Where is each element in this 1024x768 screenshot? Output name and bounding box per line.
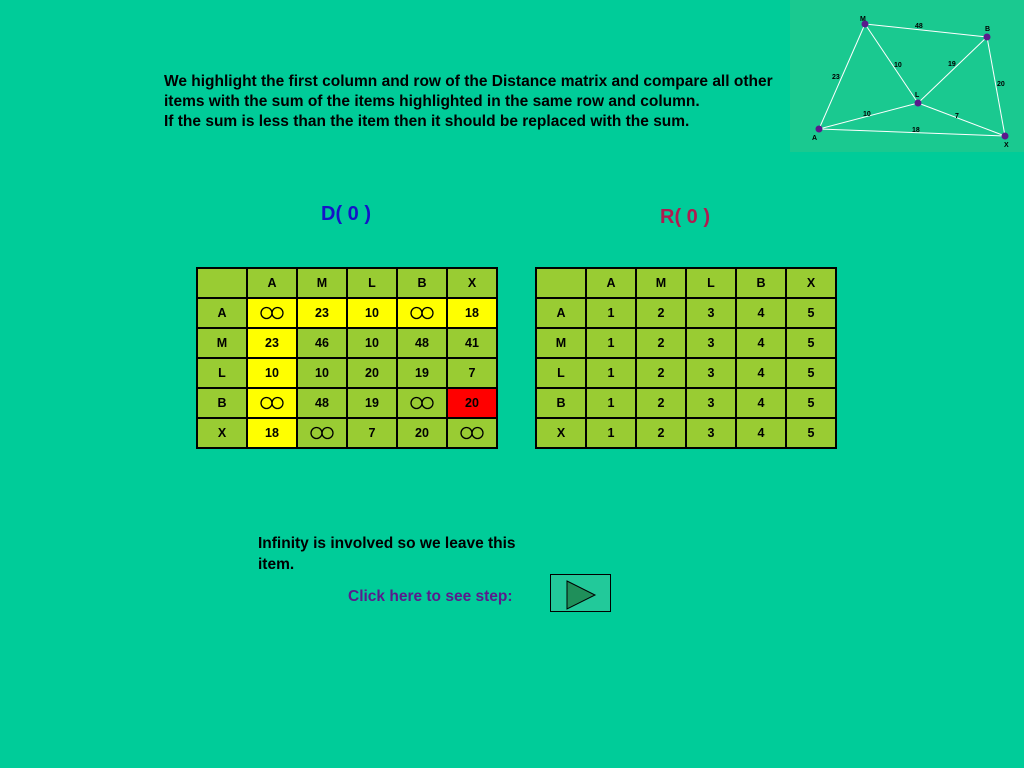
matrix-cell: 3	[686, 418, 736, 448]
step-prompt-label: Click here to see step:	[348, 588, 513, 605]
column-header: B	[736, 268, 786, 298]
row-header: M	[197, 328, 247, 358]
node-label-m: M	[860, 16, 866, 23]
matrix-cell	[247, 298, 297, 328]
matrix-cell: 3	[686, 358, 736, 388]
matrix-cell: 4	[736, 298, 786, 328]
matrix-cell	[297, 418, 347, 448]
node-x	[1002, 133, 1009, 140]
graph-nodes	[816, 21, 1009, 140]
column-header: A	[586, 268, 636, 298]
edge-weight-m-b: 48	[915, 23, 923, 30]
matrix-cell: 19	[397, 358, 447, 388]
matrix-cell: 41	[447, 328, 497, 358]
matrix-cell: 10	[347, 298, 397, 328]
row-header: B	[197, 388, 247, 418]
row-header: X	[536, 418, 586, 448]
next-step-button[interactable]	[550, 574, 611, 612]
matrix-cell: 20	[397, 418, 447, 448]
matrix-header-row	[197, 268, 497, 298]
matrix-cell: 2	[636, 388, 686, 418]
node-label-l: L	[915, 92, 920, 99]
column-header: M	[636, 268, 686, 298]
graph-diagram	[790, 0, 1024, 152]
row-header: B	[536, 388, 586, 418]
matrix-corner-cell	[197, 268, 247, 298]
matrix-cell	[247, 388, 297, 418]
matrix-cell: 5	[786, 418, 836, 448]
matrix-cell: 18	[247, 418, 297, 448]
matrix-cell: 48	[397, 328, 447, 358]
node-l	[915, 100, 922, 107]
matrix-cell: 7	[447, 358, 497, 388]
edge-weight-m-a: 23	[832, 74, 840, 81]
column-header: M	[297, 268, 347, 298]
matrix-cell-flagged: 20	[447, 388, 497, 418]
matrix-row	[197, 388, 497, 418]
node-a	[816, 126, 823, 133]
matrix-row	[197, 328, 497, 358]
matrix-cell: 46	[297, 328, 347, 358]
route-matrix	[535, 267, 837, 449]
matrix-row	[197, 418, 497, 448]
distance-matrix	[196, 267, 498, 449]
edge-m-l	[865, 24, 918, 103]
matrix-cell: 18	[447, 298, 497, 328]
distance-matrix-title: D( 0 )	[321, 203, 371, 225]
matrix-cell: 10	[297, 358, 347, 388]
matrix-cell: 23	[297, 298, 347, 328]
matrix-row	[536, 358, 836, 388]
matrix-row	[536, 418, 836, 448]
matrix-cell: 4	[736, 358, 786, 388]
edge-m-b	[865, 24, 987, 37]
matrix-cell: 5	[786, 298, 836, 328]
matrix-row	[536, 298, 836, 328]
row-header: A	[197, 298, 247, 328]
edge-weight-b-l: 19	[948, 61, 956, 68]
matrix-cell	[447, 418, 497, 448]
column-header: L	[686, 268, 736, 298]
matrix-cell: 5	[786, 388, 836, 418]
matrix-cell: 1	[586, 388, 636, 418]
matrix-cell	[397, 388, 447, 418]
matrix-cell: 1	[586, 418, 636, 448]
row-header: X	[197, 418, 247, 448]
matrix-cell: 10	[347, 328, 397, 358]
edge-weight-a-l: 10	[863, 111, 871, 118]
matrix-cell: 10	[247, 358, 297, 388]
matrix-cell: 2	[636, 418, 686, 448]
matrix-cell: 4	[736, 418, 786, 448]
matrix-corner-cell	[536, 268, 586, 298]
matrix-cell: 1	[586, 328, 636, 358]
edge-weight-a-x: 18	[912, 127, 920, 134]
matrix-cell: 3	[686, 388, 736, 418]
edge-m-a	[819, 24, 865, 129]
infinity-icon	[409, 306, 435, 320]
matrix-cell: 3	[686, 298, 736, 328]
matrix-cell: 23	[247, 328, 297, 358]
matrix-cell: 5	[786, 328, 836, 358]
matrix-cell: 19	[347, 388, 397, 418]
matrix-row	[197, 358, 497, 388]
infinity-icon	[309, 426, 335, 440]
node-label-a: A	[812, 135, 818, 142]
matrix-cell: 5	[786, 358, 836, 388]
node-label-b: B	[985, 26, 991, 33]
edge-weight-b-x: 20	[997, 81, 1005, 88]
matrix-cell: 4	[736, 388, 786, 418]
graph-edges	[819, 24, 1005, 136]
infinity-icon	[259, 306, 285, 320]
node-label-x: X	[1004, 142, 1009, 149]
matrix-row	[536, 388, 836, 418]
play-triangle-icon	[565, 580, 597, 610]
instruction-text	[164, 72, 784, 132]
matrix-cell: 3	[686, 328, 736, 358]
row-header: A	[536, 298, 586, 328]
row-header: L	[197, 358, 247, 388]
column-header: L	[347, 268, 397, 298]
column-header: X	[447, 268, 497, 298]
matrix-cell: 1	[586, 298, 636, 328]
matrix-cell: 2	[636, 328, 686, 358]
infinity-icon	[459, 426, 485, 440]
graph-thumbnail	[790, 0, 1024, 152]
matrix-cell: 7	[347, 418, 397, 448]
matrix-row	[197, 298, 497, 328]
instruction-paragraph-1: We highlight the first column and row of the Distance matrix and compare all other items with the sum of the items highlighted in the same row and column.	[164, 73, 773, 110]
column-header: A	[247, 268, 297, 298]
matrix-cell: 48	[297, 388, 347, 418]
edge-l-x	[918, 103, 1005, 136]
infinity-icon	[259, 396, 285, 410]
matrix-cell	[397, 298, 447, 328]
matrix-cell: 2	[636, 298, 686, 328]
edge-weight-m-l: 10	[894, 62, 902, 69]
column-header: X	[786, 268, 836, 298]
node-b	[984, 34, 991, 41]
matrix-header-row	[536, 268, 836, 298]
edge-weight-l-x: 7	[955, 113, 959, 120]
infinity-icon	[409, 396, 435, 410]
matrix-cell: 4	[736, 328, 786, 358]
route-matrix-title: R( 0 )	[660, 206, 710, 228]
column-header: B	[397, 268, 447, 298]
matrix-row	[536, 328, 836, 358]
matrix-cell: 2	[636, 358, 686, 388]
matrix-cell: 1	[586, 358, 636, 388]
infinity-note: Infinity is involved so we leave this item.	[258, 535, 516, 573]
instruction-paragraph-2: If the sum is less than the item then it should be replaced with the sum.	[164, 113, 690, 130]
edge-b-l	[918, 37, 987, 103]
matrix-cell: 20	[347, 358, 397, 388]
row-header: L	[536, 358, 586, 388]
row-header: M	[536, 328, 586, 358]
